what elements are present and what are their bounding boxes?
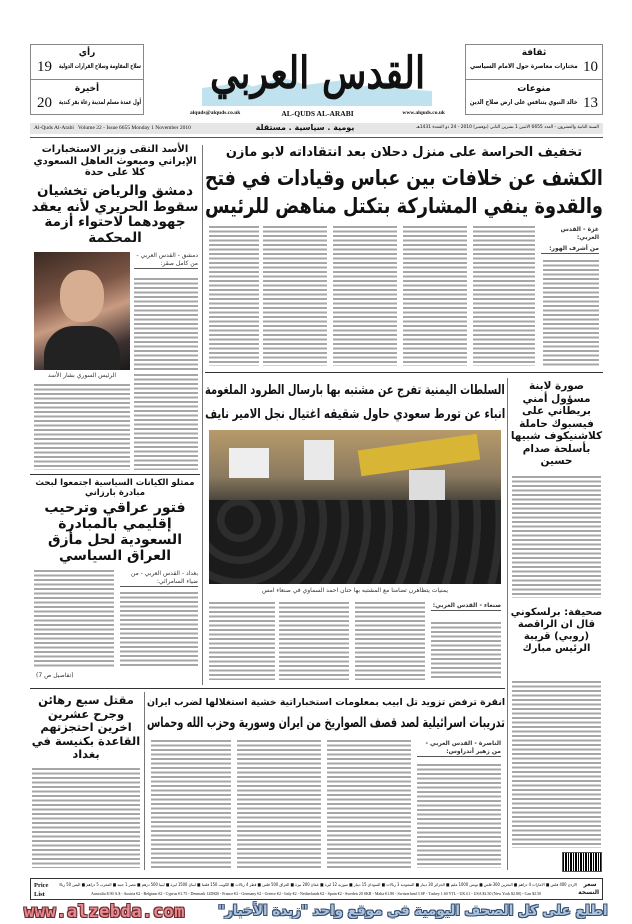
index-page: 13 [583, 95, 598, 111]
divider [205, 372, 603, 373]
syria-headline: دمشق والرياض تخشيان سقوط الحريري لأنه يعقد جهودهما لاحتواء أزمة المحكمة [31, 183, 199, 246]
lead-body-col [403, 226, 467, 366]
index-section: أخيرة [74, 84, 100, 94]
lead-body-col [543, 260, 599, 366]
israel-kicker: انقرة ترفض تزويد تل ابيب بمعلومات استخباراتية خشية استغلالها لضرب ايران [146, 697, 505, 708]
iraq-headline: فتور عراقي وترحيب إقليمي بالمبادرة السعودية لحل مأزق العراق السياسي [44, 500, 186, 564]
yemen-protest-photo [209, 430, 501, 584]
logo[interactable] [190, 42, 445, 122]
lead-headline-1: الكشف عن خلافات بين عباس وقيادات في فتح [205, 166, 603, 190]
iraq-continued[interactable]: (تفاصيل ص 7) [36, 672, 74, 679]
yemen-body [279, 602, 349, 680]
index-section: منوعات [517, 84, 551, 94]
lead-body-col [333, 226, 397, 366]
israel-body [151, 740, 231, 868]
email-link[interactable]: alquds@alquds.co.uk [190, 110, 241, 116]
index-page: 19 [37, 59, 52, 75]
logo-arabic: القدس العربي [209, 48, 425, 99]
banner-url[interactable]: www.alzebda.com [24, 902, 186, 922]
lead-body-col [263, 226, 327, 366]
banner-url-wrap [24, 902, 214, 922]
lead-byline: غزة - القدس العربي: [560, 226, 599, 241]
alzebda-banner[interactable] [0, 902, 632, 924]
index-title: مختارات معاصرة حول الامام السياسي [470, 62, 578, 70]
syria-body [134, 278, 198, 370]
logo-latin: AL-QUDS AL-ARABI [281, 109, 354, 118]
lead-body-col [209, 226, 259, 366]
syria-photo-caption: الرئيس السوري بشار الأسد [47, 372, 117, 379]
berlusconi-story[interactable] [510, 605, 603, 850]
lead-story[interactable] [205, 142, 603, 370]
barcode [562, 852, 602, 872]
column-rule [507, 378, 508, 870]
divider [30, 137, 603, 138]
israel-headline: تدريبات اسرائيلية لصد قصف الصواريخ من ايران وسورية وحزب الله وحماس [147, 715, 505, 731]
divider [30, 688, 505, 689]
israel-byline: الناصرة - القدس العربي - من زهير أندراوس: [417, 740, 501, 757]
lead-headline-2: والقدوة ينفي المشاركة بتكتل مناهض للرئيس [205, 194, 603, 218]
berlusconi-headline: صحيفة: برلسكوني قال ان الراقصة (روبي) قريبة الرئيس مبارك [510, 607, 603, 654]
index-item-opinion[interactable] [31, 45, 143, 80]
israel-body [237, 740, 321, 868]
lead-kicker: تخفيف الحراسة على منزل دحلان بعد انتقاداته لابو مازن [225, 145, 583, 160]
yemen-headline-1: السلطات اليمنية تفرج عن مشتبه بها بارسال الطرود الملغومة [205, 383, 505, 398]
index-item-last[interactable] [31, 81, 143, 115]
index-section: رأي [78, 48, 96, 58]
price-list-label: Price List [34, 882, 49, 898]
israel-body [417, 764, 501, 868]
intl-prices: Australia $.90 A.$ - Austria €2 - Belgium €2 - Cyprus €1.75 - Denmark 12DKR - France €2 - Germany €2 - Greece €2 - Italy €2 - Netherlands €2 - Spain €2 - Sweden 20 SKR - Malta €1.80 - Switzerland 3 SF - Turkey 1.60 YTL - UK £1 - USA $2.50 (New York $2.80) - Can $2.50 [91, 891, 542, 896]
index-item-misc[interactable] [466, 81, 602, 115]
intl-prices-wrap [91, 891, 577, 896]
lead-body-col [473, 226, 535, 366]
syria-kicker: الأسد التقى وزير الاستخبارات الإيراني ومبعوث العاهل السعودي كلا على حدة [33, 144, 197, 178]
index-page: 10 [583, 59, 598, 75]
yemen-headline-2: انباء عن تورط سعودي حاول شقيقه اغتيال نجل الامير نايف [204, 407, 505, 422]
baghdad-body [32, 768, 140, 868]
index-title: سلاح المقاومة وسلاح القرارات الدولية [59, 62, 141, 70]
masthead-slogan-wrap [230, 123, 380, 132]
yemen-body [431, 622, 501, 680]
index-section: ثقافة [521, 48, 547, 58]
masthead-bar [30, 123, 603, 134]
index-title-wrap [59, 62, 141, 70]
israel-story[interactable] [147, 692, 505, 872]
index-title-wrap [59, 98, 141, 106]
index-page: 20 [37, 95, 52, 111]
yemen-photo-caption: يمنيات يتظاهرن تضامنا مع المشتبه بها حنان احمد السماوي في صنعاء امس [261, 587, 449, 594]
index-item-culture[interactable] [466, 45, 602, 80]
masthead-slogan: يومية . سياسية . مستقلة [255, 123, 355, 132]
lead-byline-2: من أشرف الهور: [541, 245, 599, 254]
masthead-date: السنة الثانية والعشرون - العدد 6655 الاثنين 1 تشرين الثاني (نوفمبر) 2010 - 24 ذو القعدة 1431هـ [416, 125, 599, 130]
masthead-date-wrap [389, 125, 599, 130]
yemen-body [209, 602, 275, 680]
left-index-box [30, 44, 144, 115]
arab-prices-wrap [59, 882, 577, 887]
lead-headline-1-wrap [205, 165, 603, 191]
lead-headline-2-wrap [205, 193, 603, 219]
israel-kicker-wrap [147, 696, 505, 709]
website-link[interactable]: www.alquds.co.uk [402, 110, 445, 116]
berlusconi-body [512, 681, 601, 848]
index-title-wrap [470, 62, 578, 70]
right-index-box [465, 44, 603, 115]
price-list-label-ar: سعر النسخة [578, 881, 599, 896]
yemen-body [355, 602, 425, 680]
iraq-story[interactable] [30, 478, 200, 683]
israel-headline-wrap [147, 714, 505, 732]
facebook-story[interactable] [510, 376, 603, 601]
banner-text-wrap [218, 903, 608, 919]
iraq-body [120, 592, 198, 668]
iraq-byline: بغداد - القدس العربي - من ضياء السامرائي: [120, 570, 198, 587]
baghdad-headline: مقتل سبع رهائن وجرح عشرين اخرين احتجزتهم القاعدة بكنيسة في بغداد [31, 693, 141, 761]
yemen-byline: صنعاء - القدس العربي: [432, 602, 501, 609]
assad-photo [34, 252, 130, 370]
index-title-wrap [470, 98, 578, 106]
yemen-headline-1-wrap [205, 382, 505, 399]
israel-body [327, 740, 411, 868]
iraq-kicker: ممثلو الكيانات السياسية اجتمعوا لبحث مبادرة بارزاني [35, 478, 195, 498]
masthead-volume: Al-Quds Al-Arabi Volume 22 - Issue 6655 Monday 1 November 2010 [34, 125, 191, 131]
lead-kicker-wrap [205, 145, 603, 160]
price-list [30, 878, 603, 900]
banner-text: اطلع على كل الصحف اليومية في موقع واحد "زبدة الأخبار" [218, 903, 608, 919]
syria-byline: دمشق - القدس العربي - من كامل صقر: [134, 252, 198, 269]
index-title: أول عمدة مسلم لمدينة رعاة بقر كندية [58, 98, 141, 106]
yemen-story[interactable] [205, 376, 505, 684]
facebook-body [512, 476, 601, 598]
logo-arabic-wrap [210, 42, 425, 106]
masthead-volume-wrap [34, 125, 224, 131]
yemen-headline-2-wrap [205, 406, 505, 423]
facebook-headline: صورة لابنة مسؤول أمني بريطاني على فيسبوك حاملة كلاشنيكوف شبيها بأسلحة صدام حسين [510, 380, 603, 467]
index-title: خالد النبوي يتنافس على ارض صلاح الدين [470, 98, 578, 106]
divider [30, 474, 200, 475]
arab-prices: الاردن 400 فلس ■ الامارات 4 دراهم ■ البحرين 300 فلس ■ تونس 1000 مليم ■ الجزائر 30 دينار ■ السعودية 3 ريالات ■ السودان 15 دينار ■ سورية 12 ليرة ■ عمان 200 بيزة ■ العراق 500 فلس ■ قطر 4 ريالات ■ الكويت 150 فلسا ■ لبنان 1500 ليرة ■ ليبيا 500 درهم ■ مصر 1 جنيه ■ المغرب 5 دراهم ■ اليمن 50 ريالا [58, 882, 577, 887]
iraq-body [34, 570, 114, 668]
